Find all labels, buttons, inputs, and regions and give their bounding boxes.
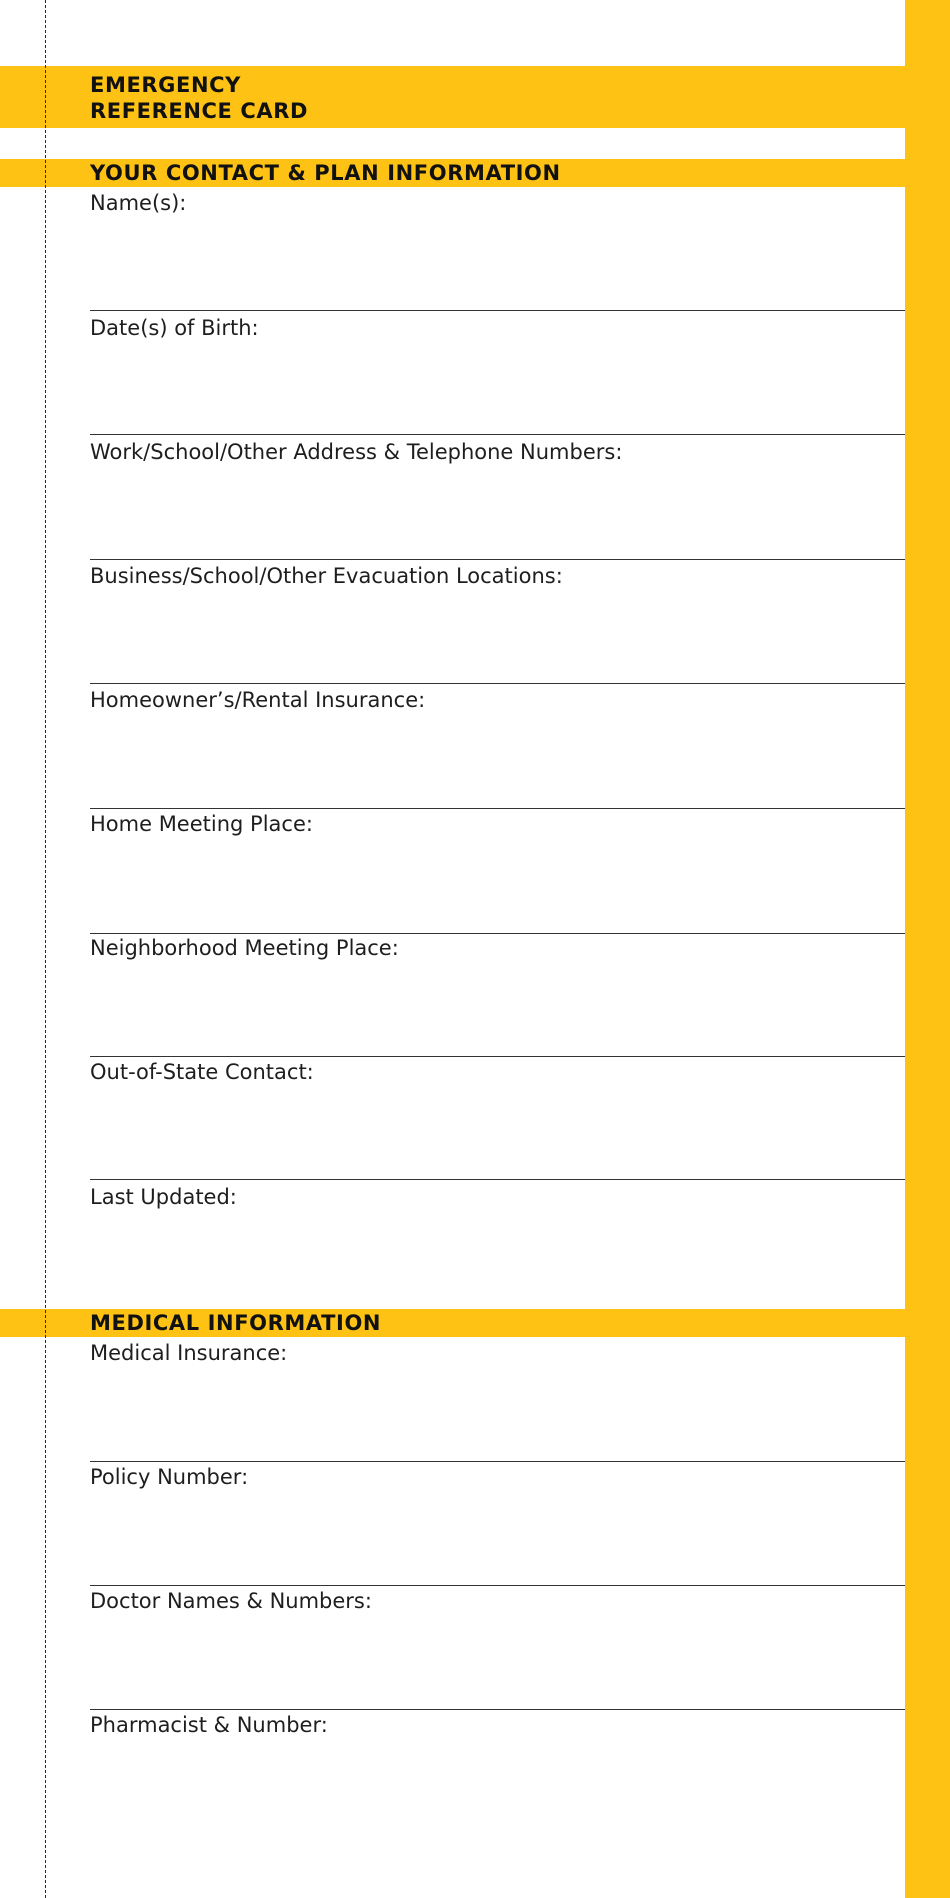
pharmacist-label: Pharmacist & Number: — [90, 1713, 328, 1737]
card-title-line1: EMERGENCY — [90, 73, 241, 97]
name-line — [90, 310, 905, 311]
address-phone-field[interactable] — [90, 439, 905, 465]
neighborhood-meeting-place-label: Neighborhood Meeting Place: — [90, 936, 399, 960]
policy-number-field[interactable] — [90, 1464, 905, 1490]
evacuation-locations-field[interactable] — [90, 563, 905, 589]
last-updated-field[interactable] — [90, 1184, 905, 1210]
out-of-state-contact-field[interactable] — [90, 1059, 905, 1085]
last-updated-label: Last Updated: — [90, 1185, 237, 1209]
policy-number-label: Policy Number: — [90, 1465, 249, 1489]
home-meeting-place-label: Home Meeting Place: — [90, 812, 313, 836]
medical-insurance-field[interactable] — [90, 1340, 905, 1366]
cut-line — [45, 0, 46, 1898]
doctor-names-field[interactable] — [90, 1588, 905, 1614]
address-phone-label: Work/School/Other Address & Telephone Numbers: — [90, 440, 623, 464]
pharmacist-field[interactable] — [90, 1712, 905, 1738]
contact-section-heading: YOUR CONTACT & PLAN INFORMATION — [90, 161, 561, 185]
birth-date-line — [90, 434, 905, 435]
address-phone-line — [90, 559, 905, 560]
birth-date-field[interactable] — [90, 315, 905, 341]
out-of-state-contact-line — [90, 1179, 905, 1180]
out-of-state-contact-label: Out-of-State Contact: — [90, 1060, 314, 1084]
name-label: Name(s): — [90, 191, 187, 215]
medical-section-heading: MEDICAL INFORMATION — [90, 1311, 382, 1335]
policy-number-line — [90, 1585, 905, 1586]
evacuation-locations-label: Business/School/Other Evacuation Locations: — [90, 564, 563, 588]
home-meeting-place-field[interactable] — [90, 811, 905, 837]
doctor-names-label: Doctor Names & Numbers: — [90, 1589, 372, 1613]
medical-insurance-label: Medical Insurance: — [90, 1341, 288, 1365]
neighborhood-meeting-place-line — [90, 1056, 905, 1057]
right-edge-stripe — [905, 0, 950, 1898]
card-title-line2: REFERENCE CARD — [90, 99, 309, 123]
insurance-field[interactable] — [90, 687, 905, 713]
doctor-names-line — [90, 1709, 905, 1710]
home-meeting-place-line — [90, 933, 905, 934]
insurance-line — [90, 808, 905, 809]
birth-date-label: Date(s) of Birth: — [90, 316, 259, 340]
name-field[interactable] — [90, 190, 905, 216]
medical-insurance-line — [90, 1461, 905, 1462]
neighborhood-meeting-place-field[interactable] — [90, 935, 905, 961]
evacuation-locations-line — [90, 683, 905, 684]
insurance-label: Homeowner’s/Rental Insurance: — [90, 688, 426, 712]
